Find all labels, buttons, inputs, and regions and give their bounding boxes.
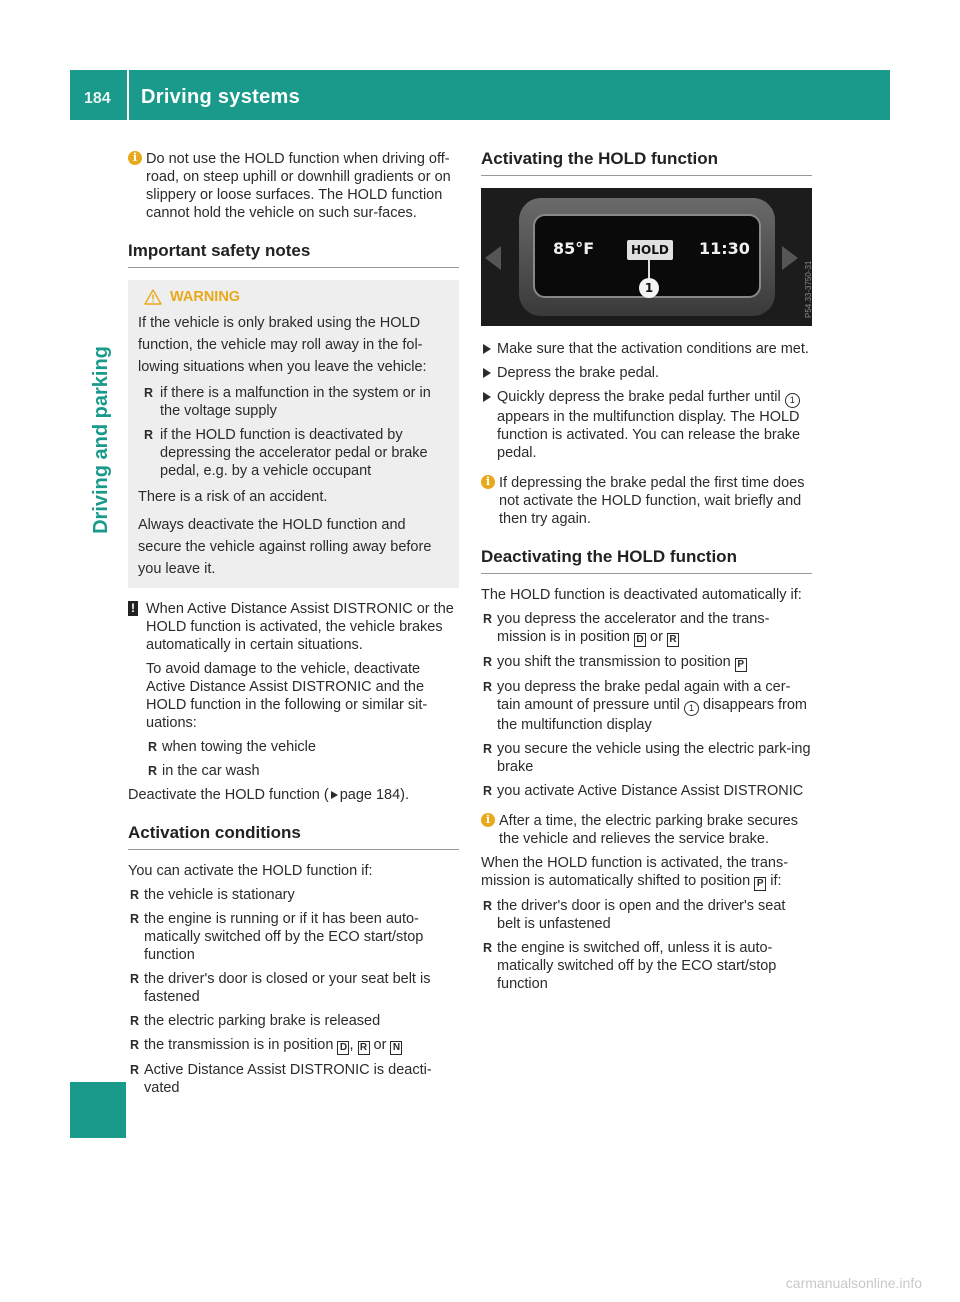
deactivating-heading: Deactivating the HOLD function: [481, 548, 812, 574]
info-note: [481, 474, 812, 528]
position-r-symbol: R: [667, 633, 679, 647]
page-header: [70, 70, 890, 120]
figure-code: P54.33-3750-31: [804, 260, 813, 318]
condition-item: R the engine is running or if it has been auto-matically switched off by the ECO start/stop function: [128, 910, 459, 964]
warning-header: [138, 288, 451, 306]
caution-icon: !: [128, 601, 138, 616]
activating-heading: Activating the HOLD function: [481, 150, 812, 176]
position-d-symbol: D: [634, 633, 646, 647]
display-temperature: 85°F: [553, 239, 595, 258]
deactivate-reference: Deactivate the HOLD function ( page 184).: [128, 787, 410, 803]
auto-shift-item: R the engine is switched off, unless it is auto-matically switched off by the ECO start/stop function: [481, 939, 812, 993]
deactivation-item: R you depress the brake pedal again with a cer-tain amount of pressure until 1 disappears from the multifunction display: [481, 678, 812, 734]
info-note: [128, 150, 459, 222]
step-item: Quickly depress the brake pedal further until 1 appears in the multifunction display. The HOLD function is activated. You can release the brake pedal.: [481, 388, 812, 462]
conditions-heading: Activation conditions: [128, 824, 459, 850]
conditions-intro: You can activate the HOLD function if:: [128, 863, 373, 879]
step-item: Depress the brake pedal.: [481, 364, 812, 382]
arrow-right-icon: [782, 246, 798, 270]
step-item: Make sure that the activation conditions are met.: [481, 340, 812, 358]
display-screen: [533, 214, 761, 298]
side-marker: [70, 1082, 126, 1138]
deactivation-item: R you activate Active Distance Assist DISTRONIC: [481, 782, 812, 800]
caution-bullet: R in the car wash: [146, 762, 459, 780]
deactivation-item: R you secure the vehicle using the electric park-ing brake: [481, 740, 812, 776]
side-tab: [86, 346, 116, 534]
display-time: 11:30: [699, 239, 750, 258]
safety-heading: Important safety notes: [128, 242, 459, 268]
caution-advice: To avoid damage to the vehicle, deactivate Active Distance Assist DISTRONIC and the HOLD function in the following or similar sit-uations:: [146, 661, 428, 731]
hold-display-figure: [481, 188, 812, 326]
section-title: Driving systems: [141, 86, 301, 108]
caution-note: [128, 600, 459, 780]
position-r-symbol: R: [358, 1041, 370, 1055]
info-note-text: If depressing the brake pedal the first time does not activate the HOLD function, wait briefly and then try again.: [499, 475, 805, 527]
condition-item: R the transmission is in position D , R or N: [128, 1036, 459, 1055]
info-note-text: Do not use the HOLD function when driving off-road, on steep uphill or downhill gradients or on slippery or loose surfaces. The HOLD function cannot hold the vehicle on such sur-faces.: [146, 151, 451, 221]
condition-item: R the driver's door is closed or your seat belt is fastened: [128, 970, 459, 1006]
warning-risk: There is a risk of an accident.: [138, 489, 328, 505]
position-p-symbol: P: [735, 658, 747, 672]
callout-marker: 1: [639, 278, 659, 298]
deactivation-item: R you depress the accelerator and the trans-mission is in position D or R: [481, 610, 812, 647]
info-note-text: After a time, the electric parking brake secures the vehicle and relieves the service brake.: [499, 813, 798, 847]
deactivation-intro: The HOLD function is deactivated automatically if:: [481, 587, 802, 603]
page-number: 184: [84, 90, 111, 107]
watermark: carmanualsonline.info: [785, 1275, 922, 1291]
condition-item: R the vehicle is stationary: [128, 886, 459, 904]
info-icon: i: [481, 475, 495, 489]
info-icon: i: [128, 151, 142, 165]
page-ref-arrow-icon: [331, 791, 338, 799]
left-column: [128, 150, 459, 1097]
condition-item: R the electric parking brake is released: [128, 1012, 459, 1030]
warning-title: WARNING: [170, 289, 241, 305]
callout-line: [648, 259, 650, 279]
display-hold-indicator: HOLD: [627, 240, 673, 260]
info-note: [481, 812, 812, 848]
warning-bullet: R if there is a malfunction in the system or in the voltage supply: [138, 384, 451, 420]
position-n-symbol: N: [390, 1041, 402, 1055]
caution-bullet: R when towing the vehicle: [146, 738, 459, 756]
warning-box: [128, 280, 459, 588]
callout-1-symbol: 1: [785, 393, 800, 408]
auto-shift-item: R the driver's door is open and the driver's seat belt is unfastened: [481, 897, 812, 933]
warning-text: If the vehicle is only braked using the HOLD function, the vehicle may roll away in the fol-lowing situations when you leave the vehicle:: [138, 315, 427, 375]
warning-bullet: R if the HOLD function is deactivated by depressing the accelerator pedal or brake pedal, e.g. by a vehicle occupant: [138, 426, 451, 480]
position-p-symbol: P: [754, 877, 766, 891]
right-column: [481, 150, 812, 993]
caution-text: When Active Distance Assist DISTRONIC or the HOLD function is activated, the vehicle brakes automatically in certain situations.: [146, 601, 454, 653]
deactivation-item: R you shift the transmission to position P: [481, 653, 812, 672]
warning-triangle-icon: [144, 289, 162, 305]
header-separator: [127, 70, 129, 120]
arrow-left-icon: [485, 246, 501, 270]
page-ref-link[interactable]: page 184: [339, 787, 401, 803]
callout-1-symbol: 1: [684, 701, 699, 716]
side-tab-label: Driving and parking: [90, 346, 112, 534]
condition-item: R Active Distance Assist DISTRONIC is deacti-vated: [128, 1061, 459, 1097]
warning-advice: Always deactivate the HOLD function and secure the vehicle against rolling away before you leave it.: [138, 517, 432, 577]
position-d-symbol: D: [337, 1041, 349, 1055]
info-icon: i: [481, 813, 495, 827]
auto-shift-text: When the HOLD function is activated, the trans-mission is automatically shifted to position P if:: [481, 855, 789, 889]
